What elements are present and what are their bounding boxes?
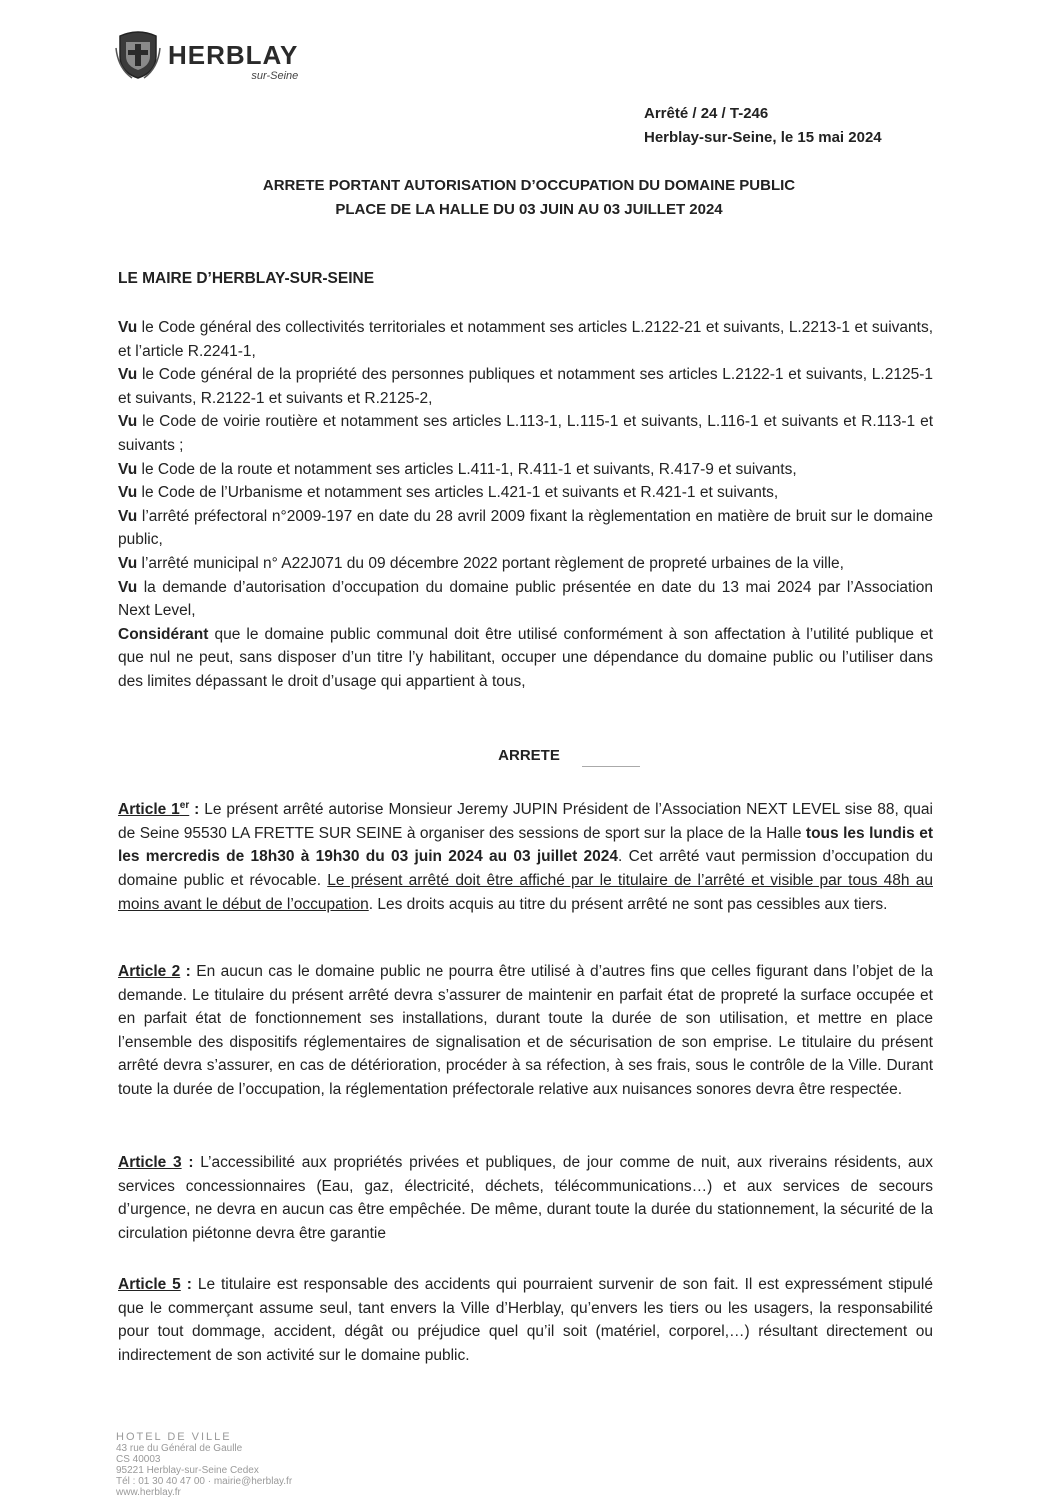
title-line-1: ARRETE PORTANT AUTORISATION D’OCCUPATION DU DOMAINE PUBLIC [262,177,796,194]
recital: Vu le Code général de la propriété des personnes publiques et notamment ses articles L.2122-1 et suivants, L.2125-1 et suivants, R.2122-1 et suivants et R.2125-2, [118,366,933,407]
article-label: Article 1er [118,800,190,819]
recital-considerant: Considérant que le domaine public communal doit être utilisé conformément à son affectation à l’utilité publique et que nul ne peut, sans disposer d’un titre l’y habilitant, occuper une dépendance du domaine public ou l’utiliser dans des limites dépassant le droit d’usage qui appartient à tous, [118,625,933,690]
article-label: Article 3 [118,1154,182,1171]
city-logo [114,28,298,82]
footer-address [116,1432,292,1498]
footer-title: HOTEL DE VILLE [116,1431,232,1443]
recital: Vu l’arrêté préfectoral n°2009-197 en date du 28 avril 2009 fixant la règlementation en matière de bruit sur le domaine public, [118,507,933,549]
document-title [0,174,1058,222]
footer-line: 95221 Herblay-sur-Seine Cedex [116,1465,259,1476]
recital: Vu le Code de l’Urbanisme et notamment ses articles L.421-1 et suivants et R.421-1 et suivants, [118,484,779,502]
logo-subtitle: sur-Seine [251,70,299,82]
reference-block [644,102,882,150]
logo-name: HERBLAY [168,40,299,70]
decree-number: Arrêté / 24 / T-246 [644,105,769,122]
article-1: Article 1er : Le présent arrêté autorise Monsieur Jeremy JUPIN Président de l’Association NEXT LEVEL sise 88, quai de Seine 95530 LA FRETTE SUR SEINE à organiser des sessions de sport sur la place de la Halle tous les lundis et les mercredis de 18h30 à 19h30 du 03 juin 2024 au 03 juillet 2024. Cet arrêté vaut permission d’occupation du domaine public et révocable. Le présent arrêté doit être affiché par le titulaire de l’arrêté et visible par tous 48h au moins avant le début de l’occupation. Les droits acquis au titre du présent arrêté ne sont pas cessibles aux tiers. [118,800,933,913]
article-5: Article 5 : Le titulaire est responsable des accidents qui pourraient survenir de son fait. Il est expressément stipulé que le commerçant assume seul, tant envers la Ville d’Herblay, qu’envers les tiers ou les usagers, la responsabilité pour tout dommage, accident, dégât ou préjudice quel qu’il soit (matériel, corporel,…) résultant directement ou indirectement de son activité sur le domaine public. [118,1276,933,1364]
article-label: Article 2 [118,963,181,980]
footer-line: Tél : 01 30 40 47 00 · mairie@herblay.fr [116,1476,293,1487]
coat-of-arms-icon [114,28,162,80]
article-2: Article 2 : En aucun cas le domaine public ne pourra être utilisé à d’autres fins que celles figurant dans l’objet de la demande. Le titulaire du présent arrêté devra s’assurer de maintenir en parfait état de propreté la surface occupée et en parfait état de fonctionnement ses installations, durant toute la durée de son utilisation, et mettre en place l’ensemble des dispositifs réglementaires de signalisation et de sécurisation de son emprise. Le titulaire du présent arrêté devra s’assurer, en cas de détérioration, procéder à sa réfection, à ses frais, sous le contrôle de la Ville. Durant toute la durée de l’occupation, la réglementation préfectorale relative aux nuisances sonores devra être respectée. [118,963,934,1098]
recital: Vu le Code général des collectivités territoriales et notamment ses articles L.2122-21 et suivants, L.2213-1 et suivants, et l’article R.2241-1, [118,319,933,360]
recital: Vu le Code de la route et notamment ses articles L.411-1, R.411-1 et suivants, R.417-9 et suivants, [118,460,797,478]
footer-line: CS 40003 [116,1454,161,1465]
article-3: Article 3 : L’accessibilité aux propriétés privées et publiques, de jour comme de nuit, aux riverains résidents, aux services concessionnaires (Eau, gaz, électricité, déchets, télécommunications…) et aux services de secours d’urgence, ne devra en aucun cas être empêchée. De même, durant toute la durée du stationnement, la sécurité de la circulation piétonne devra être garantie [118,1154,934,1242]
footer-line: 43 rue du Général de Gaulle [116,1443,243,1454]
mayor-heading: LE MAIRE D’HERBLAY-SUR-SEINE [118,270,375,287]
footer-line: www.herblay.fr [116,1487,181,1498]
divider [582,766,640,767]
recital: Vu la demande d’autorisation d’occupation du domaine public présentée en date du 13 mai 2024 par l’Association Next Level, [118,578,933,620]
recital: Vu l’arrêté municipal n° A22J071 du 09 décembre 2022 portant règlement de propreté urbaines de la ville, [118,554,844,572]
arrete-heading: ARRETE [498,747,560,764]
recitals [118,316,933,694]
recital: Vu le Code de voirie routière et notamment ses articles L.113-1, L.115-1 et suivants, L.116-1 et suivants et R.113-1 et suivants ; [118,413,933,454]
title-line-2: PLACE DE LA HALLE DU 03 JUIN AU 03 JUILLET 2024 [335,201,723,218]
article-label: Article 5 [118,1276,181,1293]
place-date: Herblay-sur-Seine, le 15 mai 2024 [644,129,882,146]
